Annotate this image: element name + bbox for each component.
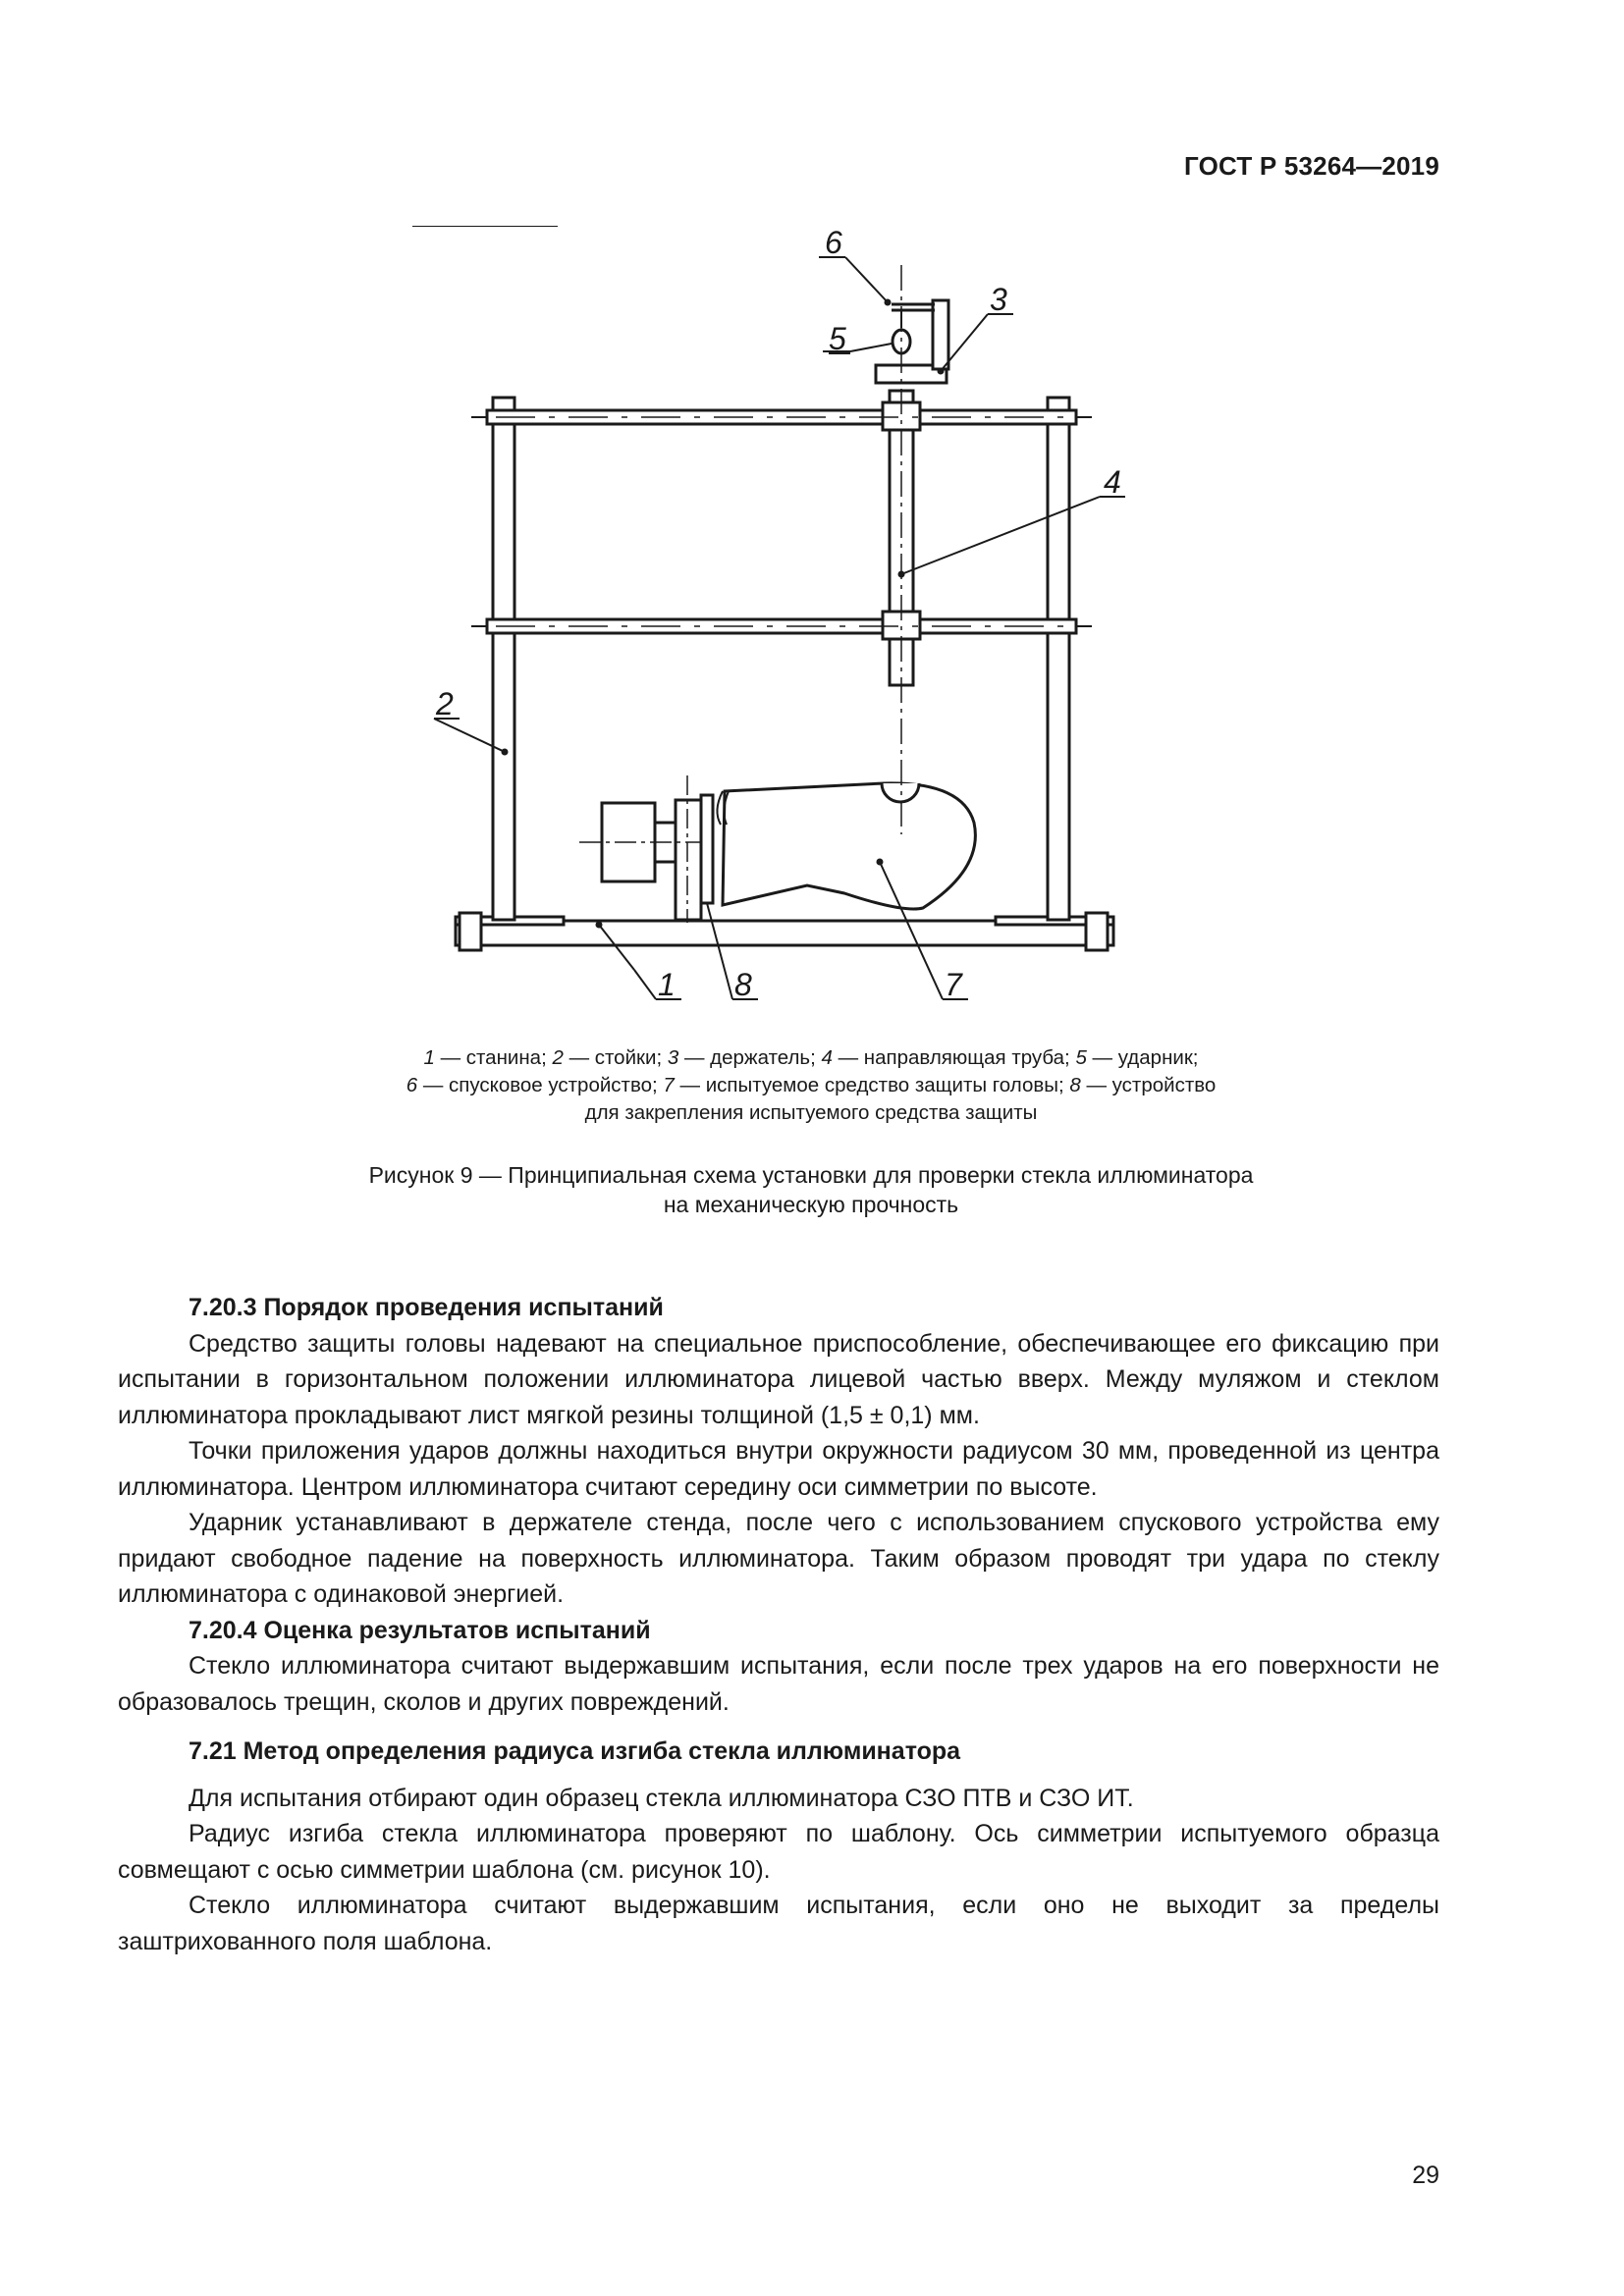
figure-9-schematic — [412, 226, 1198, 1021]
base-end-left — [460, 913, 481, 950]
page-number: 29 — [1412, 2162, 1439, 2189]
document-header: ГОСТ Р 53264—2019 — [1184, 151, 1439, 181]
mount-post — [676, 800, 701, 920]
paragraph: Средство защиты головы надевают на специальное приспособление, обеспечивающее его фиксацию при испытании в горизонтальном положении иллюминатора лицевой частью вверх. Между муляжом и стеклом иллюминатора прокладывают лист мягкой резины толщиной (1,5 ± 0,1) мм. — [118, 1329, 1439, 1429]
paragraph: Радиус изгиба стекла иллюминатора проверяют по шаблону. Ось симметрии испытуемого образца совмещают с осью симметрии шаблона (см. рисунок 10). — [118, 1820, 1439, 1884]
legend-line-3: для закрепления испытуемого средства защиты — [584, 1101, 1038, 1124]
post-right — [1048, 398, 1069, 920]
callout-7: 7 — [945, 967, 962, 1002]
section-heading: 7.20.4 Оценка результатов испытаний — [189, 1616, 651, 1644]
legend-line-2: 6 — спусковое устройство; 7 — испытуемое средство защиты головы; 8 — устройство — [406, 1074, 1217, 1096]
paragraph: Ударник устанавливают в держателе стенда, после чего с использованием спускового устройства ему придают свободное падение на поверхность иллюминатора. Таким образом проводят три удара по стеклу иллюминатора с одинаковой энергией. — [118, 1509, 1439, 1608]
head-protection-outline — [723, 783, 975, 909]
callout-3: 3 — [990, 282, 1007, 317]
test-stand-drawing — [412, 226, 1198, 1021]
holder-bracket — [933, 300, 948, 369]
callout-2: 2 — [436, 686, 454, 721]
mount-plate — [701, 795, 713, 903]
paragraph: Точки приложения ударов должны находиться внутри окружности радиусом 30 мм, проведенной из центра иллюминатора. Центром иллюминатора считают середину оси симметрии по высоте. — [118, 1437, 1439, 1501]
callout-6: 6 — [825, 226, 842, 260]
section-heading: 7.21 Метод определения радиуса изгиба стекла иллюминатора — [189, 1737, 961, 1765]
legend-line-1: 1 — станина; 2 — стойки; 3 — держатель; 4 — направляющая труба; 5 — ударник; — [423, 1046, 1199, 1069]
post-left — [493, 398, 514, 920]
figure-caption: Рисунок 9 — Принципиальная схема установки для проверки стекла иллюминатора на механическую прочность — [368, 1162, 1254, 1217]
callout-5: 5 — [829, 321, 846, 356]
figure-legend — [295, 1044, 1327, 1127]
paragraph: Стекло иллюминатора считают выдержавшим испытания, если оно не выходит за пределы заштрихованного поля шаблона. — [118, 1892, 1439, 1955]
section-heading: 7.20.3 Порядок проведения испытаний — [189, 1294, 664, 1321]
callout-4: 4 — [1104, 464, 1121, 500]
paragraph: Для испытания отбирают один образец стекла иллюминатора СЗО ПТВ и СЗО ИТ. — [189, 1784, 1134, 1812]
body-text — [118, 1290, 1439, 1959]
callout-8: 8 — [734, 967, 752, 1002]
callout-1: 1 — [658, 967, 676, 1002]
base-end-right — [1086, 913, 1108, 950]
paragraph: Стекло иллюминатора считают выдержавшим испытания, если после трех ударов на его поверхности не образовалось трещин, сколов и других повреждений. — [118, 1652, 1439, 1716]
